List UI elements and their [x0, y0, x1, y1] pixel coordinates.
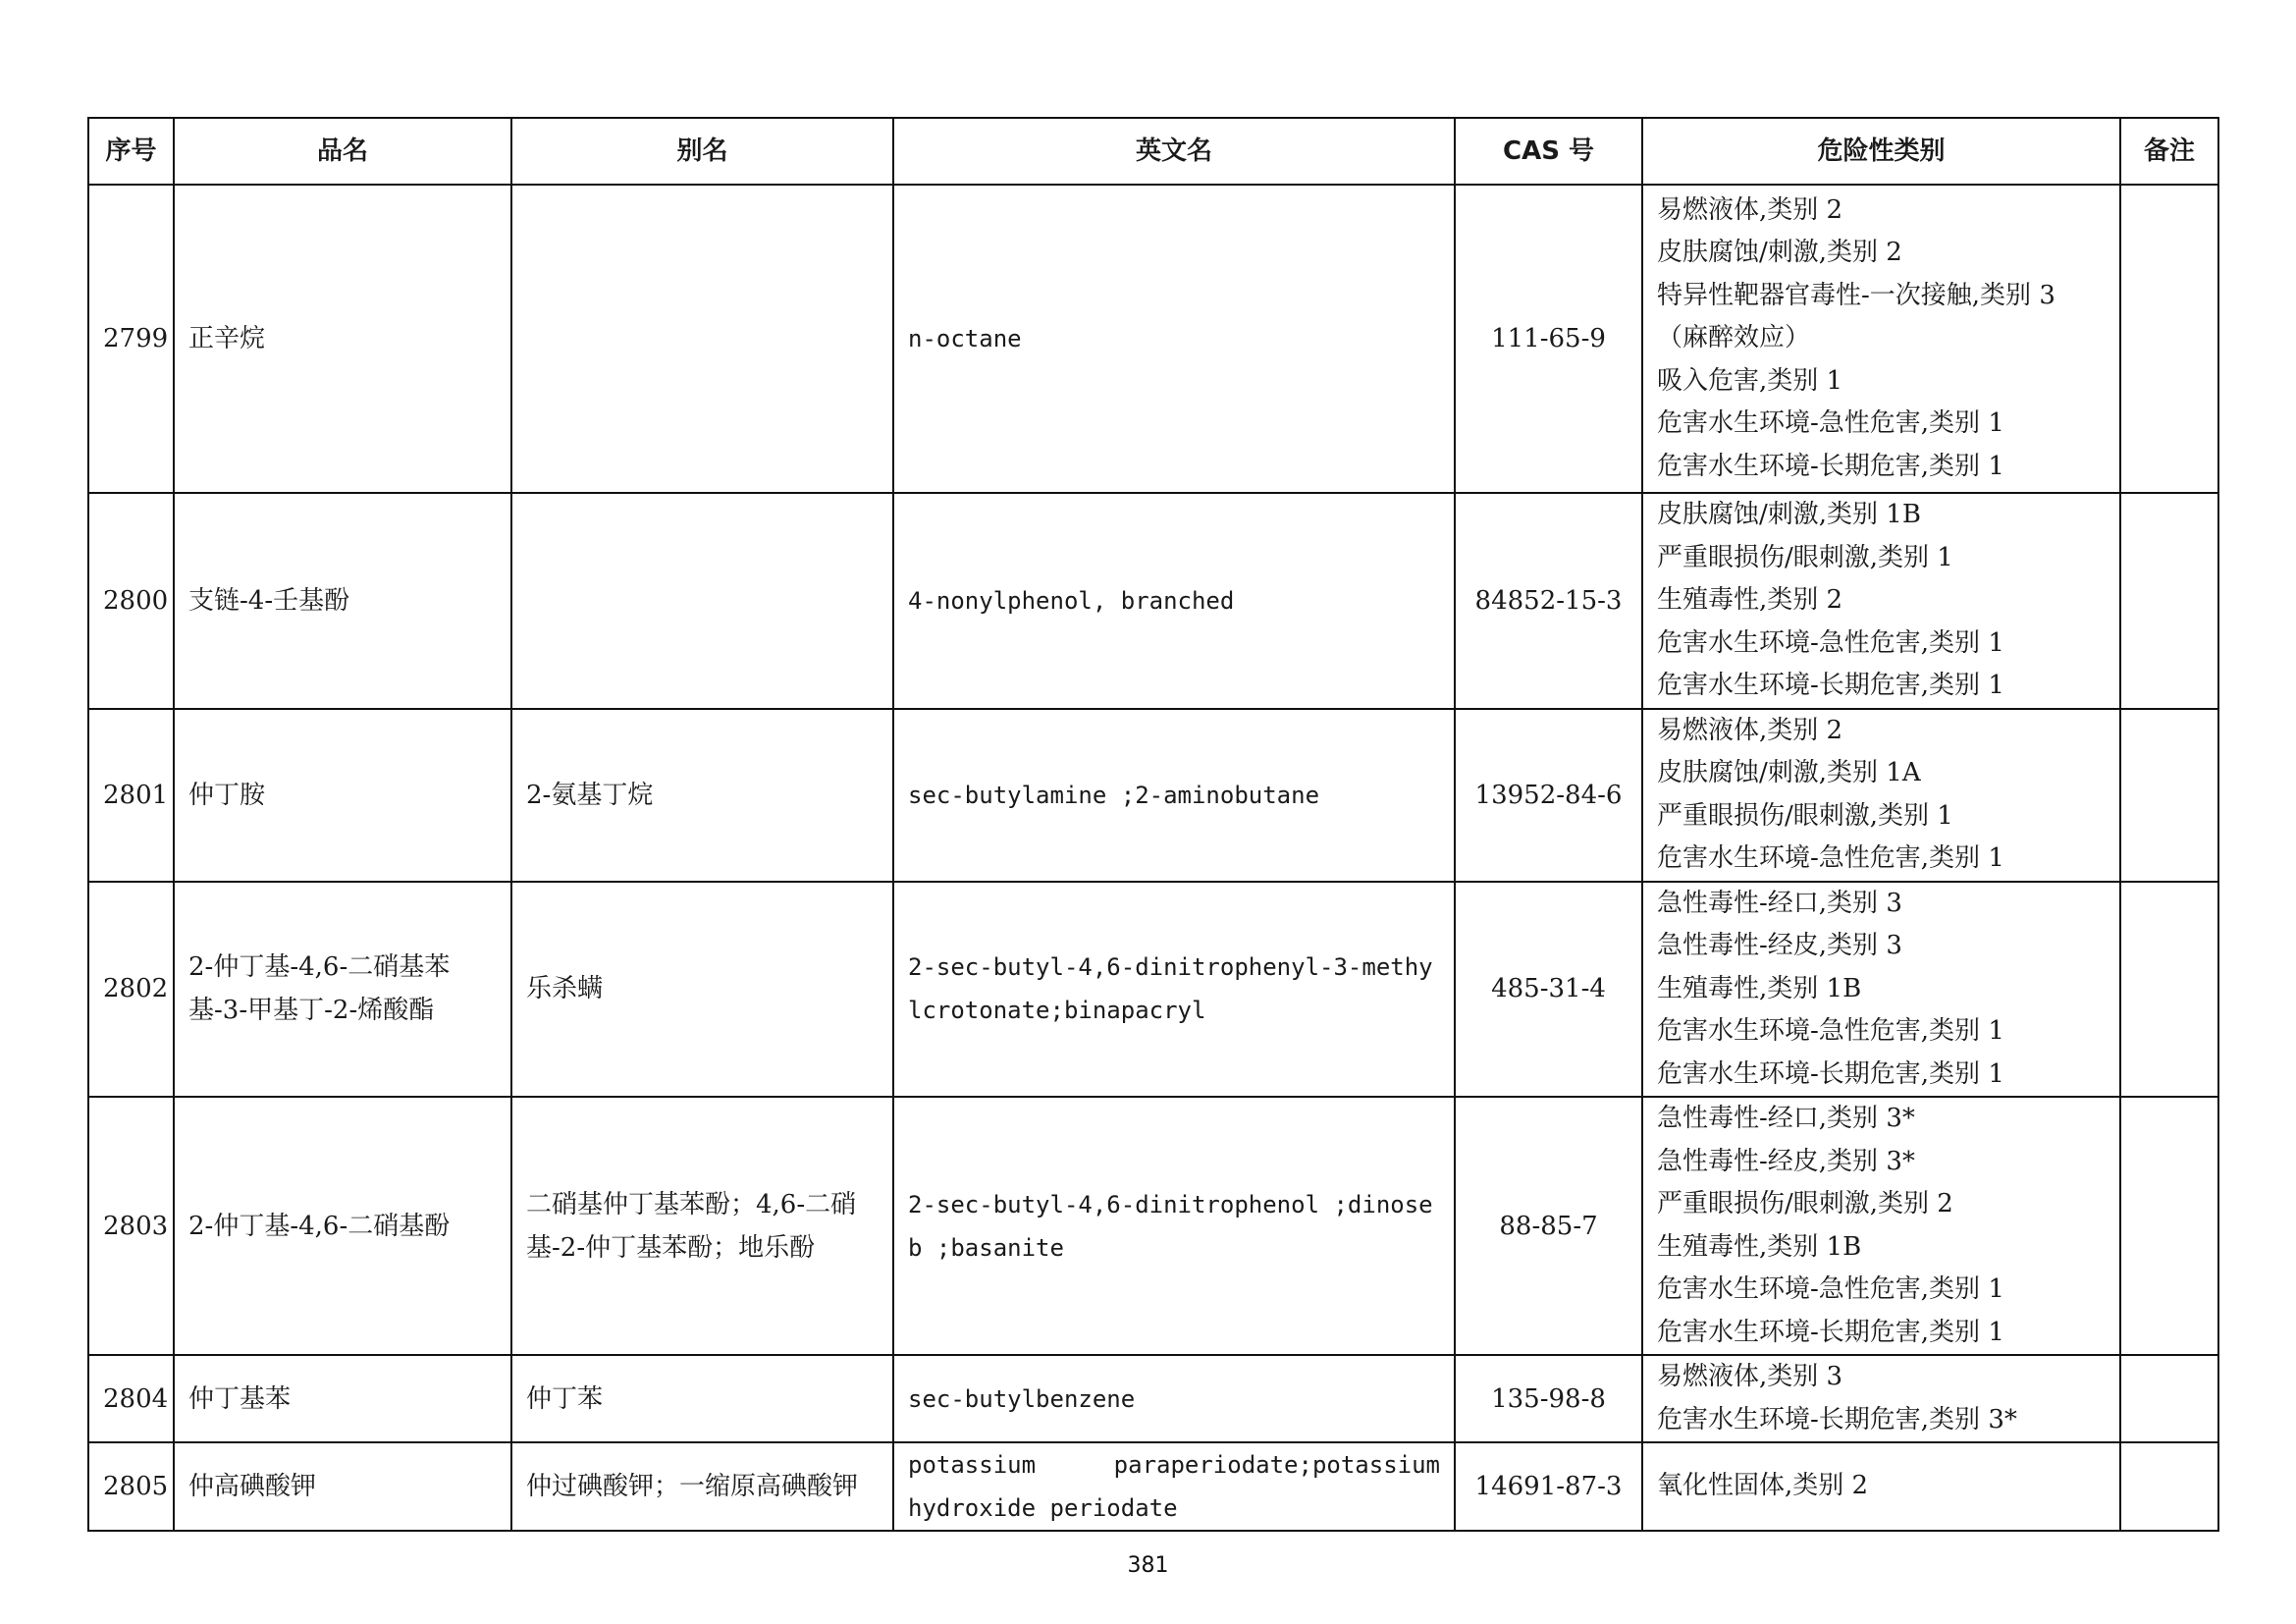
hazard-line: 易燃液体,类别 2	[1657, 715, 1843, 745]
table-row	[88, 882, 2218, 1098]
cell-name: 仲丁基苯	[174, 1355, 511, 1442]
hazard-line: 氧化性固体,类别 2	[1657, 1471, 1869, 1501]
page-number: 381	[1127, 1553, 1169, 1578]
cell-cas-number: 14691-87-3	[1455, 1442, 1642, 1531]
hazard-line: 危害水生环境-急性危害,类别 1	[1657, 408, 2004, 439]
hazard-line: 危害水生环境-长期危害,类别 3*	[1657, 1404, 2017, 1435]
cell-seq: 2802	[88, 882, 174, 1098]
header-english-name: 英文名	[893, 118, 1455, 185]
table-row	[88, 709, 2218, 882]
cell-hazard-category	[1642, 882, 2120, 1098]
hazardous-chemicals-table	[87, 117, 2219, 1532]
hazard-line: 皮肤腐蚀/刺激,类别 2	[1657, 238, 1902, 268]
table-row	[88, 1442, 2218, 1531]
cell-english-name: 2-sec-butyl-4,6-dinitrophenol ;dinoseb ;basanite	[893, 1097, 1455, 1355]
header-cas-number: CAS 号	[1455, 118, 1642, 185]
cell-name: 支链-4-壬基酚	[174, 493, 511, 709]
hazard-line: 严重眼损伤/眼刺激,类别 1	[1657, 542, 1953, 572]
cell-cas-number: 485-31-4	[1455, 882, 1642, 1098]
header-hazard-category: 危险性类别	[1642, 118, 2120, 185]
cell-hazard-category	[1642, 493, 2120, 709]
cell-seq: 2800	[88, 493, 174, 709]
table-row	[88, 1097, 2218, 1355]
cell-seq: 2805	[88, 1442, 174, 1531]
table-header-row	[88, 118, 2218, 185]
cell-hazard-category	[1642, 185, 2120, 493]
cell-remark	[2120, 185, 2218, 493]
cell-cas-number: 135-98-8	[1455, 1355, 1642, 1442]
cell-english-name: 2-sec-butyl-4,6-dinitrophenyl-3-methylcrotonate;binapacryl	[893, 882, 1455, 1098]
cell-alias: 乐杀螨	[511, 882, 893, 1098]
cell-cas-number: 88-85-7	[1455, 1097, 1642, 1355]
hazard-line: 危害水生环境-长期危害,类别 1	[1657, 1317, 2004, 1347]
cell-remark	[2120, 1097, 2218, 1355]
cell-name: 正辛烷	[174, 185, 511, 493]
cell-english-name: potassium paraperiodate;potassium hydroxide periodate	[893, 1442, 1455, 1531]
hazard-line: 危害水生环境-急性危害,类别 1	[1657, 1016, 2004, 1046]
header-name: 品名	[174, 118, 511, 185]
cell-alias: 仲过碘酸钾；一缩原高碘酸钾	[511, 1442, 893, 1531]
cell-name: 仲丁胺	[174, 709, 511, 882]
cell-english-name: n-octane	[893, 185, 1455, 493]
cell-name: 仲高碘酸钾	[174, 1442, 511, 1531]
hazard-line: 危害水生环境-急性危害,类别 1	[1657, 627, 2004, 658]
hazard-line: 急性毒性-经皮,类别 3	[1657, 931, 1902, 960]
hazard-line: 易燃液体,类别 2	[1657, 194, 1843, 225]
cell-name: 2-仲丁基-4,6-二硝基酚	[174, 1097, 511, 1355]
cell-seq: 2801	[88, 709, 174, 882]
hazard-line: 急性毒性-经口,类别 3*	[1657, 1104, 1915, 1133]
cell-seq: 2803	[88, 1097, 174, 1355]
cell-name: 2-仲丁基-4,6-二硝基苯基-3-甲基丁-2-烯酸酯	[174, 882, 511, 1098]
cell-hazard-category	[1642, 1442, 2120, 1531]
hazard-line: 生殖毒性,类别 1B	[1657, 1231, 1862, 1262]
cell-hazard-category	[1642, 1097, 2120, 1355]
cell-remark	[2120, 709, 2218, 882]
cell-seq: 2799	[88, 185, 174, 493]
header-seq: 序号	[88, 118, 174, 185]
hazard-line: 危害水生环境-长期危害,类别 1	[1657, 1058, 2004, 1089]
hazard-line: 皮肤腐蚀/刺激,类别 1B	[1657, 500, 1921, 529]
cell-cas-number: 111-65-9	[1455, 185, 1642, 493]
table-row	[88, 185, 2218, 493]
cell-alias	[511, 493, 893, 709]
hazard-line: 危害水生环境-长期危害,类别 1	[1657, 671, 2004, 700]
cell-alias	[511, 185, 893, 493]
cell-remark	[2120, 493, 2218, 709]
cell-remark	[2120, 1355, 2218, 1442]
hazard-line: 皮肤腐蚀/刺激,类别 1A	[1657, 758, 1921, 787]
cell-english-name: sec-butylamine ;2-aminobutane	[893, 709, 1455, 882]
header-alias: 别名	[511, 118, 893, 185]
hazard-line: 急性毒性-经皮,类别 3*	[1657, 1146, 1915, 1176]
hazard-line: 生殖毒性,类别 2	[1657, 585, 1843, 615]
cell-remark	[2120, 882, 2218, 1098]
hazard-line: 特异性靶器官毒性-一次接触,类别 3	[1657, 280, 2056, 310]
table-row	[88, 493, 2218, 709]
header-remark: 备注	[2120, 118, 2218, 185]
hazard-line: 急性毒性-经口,类别 3	[1657, 888, 1902, 918]
hazard-line: 生殖毒性,类别 1B	[1657, 973, 1862, 1003]
cell-alias: 仲丁苯	[511, 1355, 893, 1442]
hazard-line: 严重眼损伤/眼刺激,类别 1	[1657, 800, 1953, 831]
cell-cas-number: 84852-15-3	[1455, 493, 1642, 709]
hazard-line: 危害水生环境-长期危害,类别 1	[1657, 451, 2004, 481]
cell-hazard-category	[1642, 709, 2120, 882]
hazard-line: 危害水生环境-急性危害,类别 1	[1657, 1274, 2004, 1304]
cell-english-name: sec-butylbenzene	[893, 1355, 1455, 1442]
cell-english-name: 4-nonylphenol, branched	[893, 493, 1455, 709]
hazard-line: 易燃液体,类别 3	[1657, 1362, 1843, 1391]
table-row	[88, 1355, 2218, 1442]
cell-seq: 2804	[88, 1355, 174, 1442]
hazard-line: 危害水生环境-急性危害,类别 1	[1657, 843, 2004, 873]
cell-alias: 二硝基仲丁基苯酚；4,6-二硝基-2-仲丁基苯酚；地乐酚	[511, 1097, 893, 1355]
hazard-line: （麻醉效应）	[1657, 323, 1811, 353]
hazard-line: 吸入危害,类别 1	[1657, 365, 1843, 396]
hazard-line: 严重眼损伤/眼刺激,类别 2	[1657, 1189, 1953, 1218]
cell-alias: 2-氨基丁烷	[511, 709, 893, 882]
cell-hazard-category	[1642, 1355, 2120, 1442]
cell-cas-number: 13952-84-6	[1455, 709, 1642, 882]
cell-remark	[2120, 1442, 2218, 1531]
